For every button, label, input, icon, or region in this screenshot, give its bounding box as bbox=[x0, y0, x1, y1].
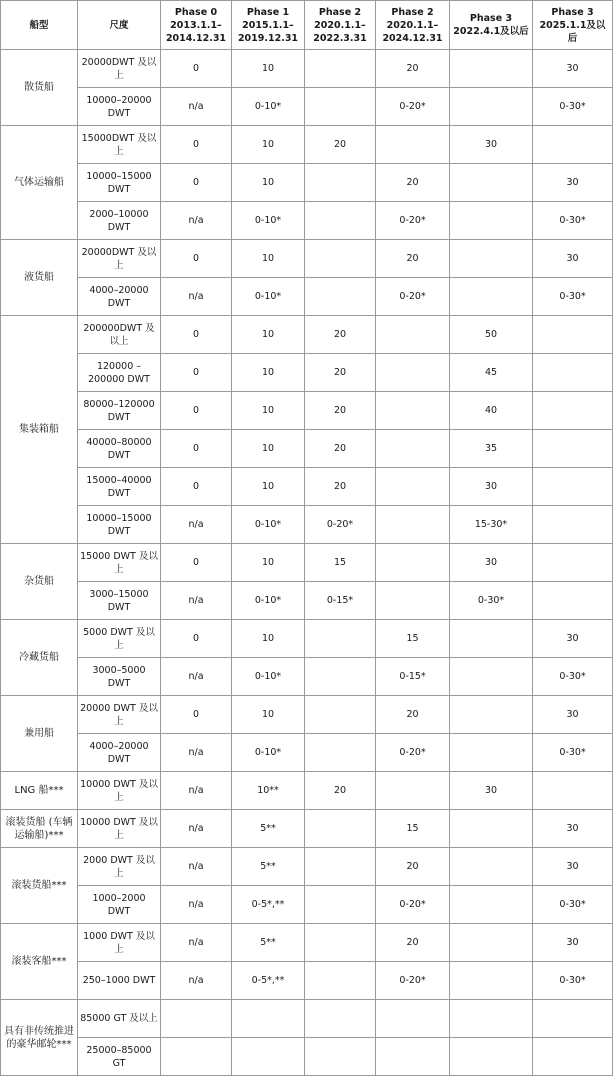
header-row bbox=[1, 1, 613, 50]
table-body bbox=[1, 50, 613, 1076]
reduction-value-cell: 10 bbox=[232, 354, 305, 392]
reduction-value-cell: n/a bbox=[161, 202, 232, 240]
size-cell: 20000 DWT 及以上 bbox=[78, 696, 161, 734]
reduction-value-cell bbox=[305, 50, 376, 88]
reduction-value-cell bbox=[450, 50, 533, 88]
reduction-value-cell: 10 bbox=[232, 620, 305, 658]
ship-type-cell: 滚装客船*** bbox=[1, 924, 78, 1000]
reduction-value-cell: 0-30* bbox=[533, 658, 613, 696]
reduction-value-cell: 5** bbox=[232, 810, 305, 848]
reduction-value-cell: 5** bbox=[232, 848, 305, 886]
size-cell: 3000–5000 DWT bbox=[78, 658, 161, 696]
reduction-value-cell: n/a bbox=[161, 848, 232, 886]
reduction-value-cell: 30 bbox=[533, 50, 613, 88]
reduction-value-cell: 0-10* bbox=[232, 88, 305, 126]
header-phase2a: Phase 2 2020.1.1–2022.3.31 bbox=[305, 1, 376, 50]
reduction-value-cell: 0 bbox=[161, 126, 232, 164]
reduction-value-cell: 20 bbox=[305, 126, 376, 164]
reduction-value-cell: 30 bbox=[533, 848, 613, 886]
reduction-value-cell bbox=[305, 924, 376, 962]
reduction-value-cell: 0-15* bbox=[305, 582, 376, 620]
reduction-value-cell: n/a bbox=[161, 582, 232, 620]
reduction-value-cell: 0-10* bbox=[232, 278, 305, 316]
reduction-value-cell bbox=[305, 886, 376, 924]
ship-type-cell: 兼用船 bbox=[1, 696, 78, 772]
reduction-value-cell: 10 bbox=[232, 316, 305, 354]
ship-type-cell: 滚装货船*** bbox=[1, 848, 78, 924]
reduction-value-cell: 10 bbox=[232, 468, 305, 506]
reduction-value-cell: 0-20* bbox=[376, 886, 450, 924]
size-cell: 4000–20000 DWT bbox=[78, 278, 161, 316]
header-phase3b: Phase 3 2025.1.1及以后 bbox=[533, 1, 613, 50]
table-row bbox=[1, 202, 613, 240]
reduction-value-cell: 10 bbox=[232, 430, 305, 468]
reduction-value-cell bbox=[450, 202, 533, 240]
reduction-value-cell bbox=[376, 772, 450, 810]
reduction-value-cell bbox=[305, 88, 376, 126]
reduction-value-cell: n/a bbox=[161, 658, 232, 696]
reduction-value-cell: 15 bbox=[305, 544, 376, 582]
reduction-value-cell: n/a bbox=[161, 772, 232, 810]
reduction-value-cell: n/a bbox=[161, 88, 232, 126]
reduction-value-cell bbox=[305, 620, 376, 658]
size-cell: 1000 DWT 及以上 bbox=[78, 924, 161, 962]
reduction-value-cell: 30 bbox=[450, 468, 533, 506]
reduction-value-cell: n/a bbox=[161, 810, 232, 848]
reduction-value-cell: 0 bbox=[161, 50, 232, 88]
reduction-value-cell: 45 bbox=[450, 354, 533, 392]
reduction-value-cell bbox=[450, 620, 533, 658]
reduction-value-cell: 0 bbox=[161, 354, 232, 392]
reduction-value-cell: 10 bbox=[232, 544, 305, 582]
size-cell: 10000–15000 DWT bbox=[78, 164, 161, 202]
reduction-value-cell: 30 bbox=[533, 810, 613, 848]
reduction-value-cell bbox=[533, 316, 613, 354]
reduction-value-cell: 0-10* bbox=[232, 506, 305, 544]
reduction-value-cell bbox=[533, 468, 613, 506]
reduction-value-cell: 20 bbox=[376, 924, 450, 962]
reduction-value-cell bbox=[450, 810, 533, 848]
reduction-value-cell bbox=[305, 962, 376, 1000]
reduction-value-cell bbox=[305, 696, 376, 734]
size-cell: 2000–10000 DWT bbox=[78, 202, 161, 240]
reduction-value-cell: 35 bbox=[450, 430, 533, 468]
reduction-value-cell bbox=[376, 354, 450, 392]
reduction-value-cell bbox=[533, 506, 613, 544]
ship-type-cell: 气体运输船 bbox=[1, 126, 78, 240]
reduction-value-cell: 20 bbox=[305, 316, 376, 354]
ship-type-cell: 集装箱船 bbox=[1, 316, 78, 544]
reduction-value-cell: 10 bbox=[232, 50, 305, 88]
reduction-value-cell: 0-20* bbox=[376, 278, 450, 316]
size-cell: 10000 DWT 及以上 bbox=[78, 810, 161, 848]
reduction-value-cell: 30 bbox=[533, 164, 613, 202]
reduction-value-cell bbox=[450, 696, 533, 734]
reduction-value-cell: 10** bbox=[232, 772, 305, 810]
header-phase0: Phase 0 2013.1.1–2014.12.31 bbox=[161, 1, 232, 50]
reduction-value-cell: 0-20* bbox=[376, 202, 450, 240]
reduction-value-cell: 0 bbox=[161, 620, 232, 658]
size-cell: 5000 DWT 及以上 bbox=[78, 620, 161, 658]
reduction-value-cell: 15-30* bbox=[450, 506, 533, 544]
reduction-value-cell: 50 bbox=[450, 316, 533, 354]
reduction-value-cell bbox=[450, 278, 533, 316]
reduction-value-cell bbox=[376, 506, 450, 544]
reduction-value-cell: 0-10* bbox=[232, 582, 305, 620]
reduction-value-cell: 0 bbox=[161, 392, 232, 430]
table-row bbox=[1, 848, 613, 886]
ship-type-cell: 滚装货船 (车辆运输船)*** bbox=[1, 810, 78, 848]
size-cell: 3000–15000 DWT bbox=[78, 582, 161, 620]
table-row bbox=[1, 544, 613, 582]
reduction-value-cell bbox=[450, 924, 533, 962]
table-row bbox=[1, 354, 613, 392]
reduction-value-cell: 30 bbox=[533, 696, 613, 734]
size-cell: 15000 DWT 及以上 bbox=[78, 544, 161, 582]
size-cell: 120000 –200000 DWT bbox=[78, 354, 161, 392]
reduction-value-cell: 30 bbox=[533, 240, 613, 278]
reduction-value-cell: 10 bbox=[232, 164, 305, 202]
size-cell: 80000–120000 DWT bbox=[78, 392, 161, 430]
reduction-value-cell: 0 bbox=[161, 430, 232, 468]
reduction-value-cell bbox=[376, 430, 450, 468]
reduction-value-cell: 0-20* bbox=[305, 506, 376, 544]
reduction-value-cell: 0-30* bbox=[533, 278, 613, 316]
header-ship-type: 船型 bbox=[1, 1, 78, 50]
reduction-value-cell: 0-30* bbox=[533, 886, 613, 924]
reduction-value-cell bbox=[450, 886, 533, 924]
reduction-value-cell bbox=[305, 1000, 376, 1038]
reduction-value-cell: 0-5*,** bbox=[232, 962, 305, 1000]
reduction-value-cell bbox=[305, 810, 376, 848]
reduction-value-cell: 30 bbox=[450, 544, 533, 582]
reduction-value-cell: 40 bbox=[450, 392, 533, 430]
reduction-value-cell bbox=[533, 392, 613, 430]
table-row bbox=[1, 430, 613, 468]
reduction-value-cell: 20 bbox=[376, 696, 450, 734]
reduction-value-cell bbox=[376, 126, 450, 164]
table-row bbox=[1, 696, 613, 734]
reduction-value-cell bbox=[232, 1038, 305, 1076]
reduction-value-cell: n/a bbox=[161, 962, 232, 1000]
reduction-value-cell bbox=[376, 1038, 450, 1076]
reduction-value-cell: 10 bbox=[232, 126, 305, 164]
reduction-value-cell bbox=[305, 164, 376, 202]
reduction-value-cell bbox=[305, 848, 376, 886]
reduction-value-cell: 0 bbox=[161, 468, 232, 506]
reduction-value-cell: n/a bbox=[161, 506, 232, 544]
reduction-value-cell bbox=[533, 354, 613, 392]
table-row bbox=[1, 886, 613, 924]
reduction-value-cell: n/a bbox=[161, 278, 232, 316]
reduction-value-cell: 30 bbox=[450, 126, 533, 164]
reduction-value-cell bbox=[305, 278, 376, 316]
table-row bbox=[1, 1038, 613, 1076]
size-cell: 1000–2000 DWT bbox=[78, 886, 161, 924]
table-row bbox=[1, 1000, 613, 1038]
reduction-value-cell bbox=[450, 962, 533, 1000]
reduction-value-cell: 0-10* bbox=[232, 658, 305, 696]
reduction-value-cell: 0-30* bbox=[533, 962, 613, 1000]
ship-type-cell: 具有非传统推进的豪华邮轮*** bbox=[1, 1000, 78, 1076]
reduction-value-cell bbox=[450, 240, 533, 278]
reduction-value-cell: 0-15* bbox=[376, 658, 450, 696]
reduction-value-cell bbox=[232, 1000, 305, 1038]
reduction-value-cell bbox=[533, 430, 613, 468]
reduction-value-cell: 0-30* bbox=[533, 734, 613, 772]
reduction-value-cell: 0-20* bbox=[376, 88, 450, 126]
reduction-value-cell bbox=[450, 848, 533, 886]
reduction-value-cell bbox=[376, 582, 450, 620]
size-cell: 200000DWT 及以上 bbox=[78, 316, 161, 354]
table-row bbox=[1, 278, 613, 316]
reduction-value-cell: n/a bbox=[161, 734, 232, 772]
header-phase1: Phase 1 2015.1.1–2019.12.31 bbox=[232, 1, 305, 50]
reduction-value-cell: 15 bbox=[376, 620, 450, 658]
reduction-value-cell bbox=[450, 1038, 533, 1076]
table-row bbox=[1, 734, 613, 772]
table-row bbox=[1, 316, 613, 354]
reduction-value-cell: 0 bbox=[161, 544, 232, 582]
reduction-value-cell: 10 bbox=[232, 392, 305, 430]
reduction-value-cell: 10 bbox=[232, 240, 305, 278]
size-cell: 85000 GT 及以上 bbox=[78, 1000, 161, 1038]
table-row bbox=[1, 810, 613, 848]
ship-type-cell: 液货船 bbox=[1, 240, 78, 316]
reduction-value-cell bbox=[376, 392, 450, 430]
reduction-value-cell: 20 bbox=[376, 164, 450, 202]
table-row bbox=[1, 962, 613, 1000]
reduction-value-cell bbox=[376, 1000, 450, 1038]
reduction-value-cell: 0 bbox=[161, 696, 232, 734]
reduction-value-cell bbox=[450, 164, 533, 202]
table-row bbox=[1, 582, 613, 620]
size-cell: 20000DWT 及以上 bbox=[78, 50, 161, 88]
reduction-value-cell bbox=[533, 544, 613, 582]
header-phase3a: Phase 3 2022.4.1及以后 bbox=[450, 1, 533, 50]
reduction-value-cell: 20 bbox=[376, 240, 450, 278]
ship-type-cell: 杂货船 bbox=[1, 544, 78, 620]
reduction-value-cell: 0 bbox=[161, 316, 232, 354]
size-cell: 15000DWT 及以上 bbox=[78, 126, 161, 164]
reduction-value-cell: 10 bbox=[232, 696, 305, 734]
reduction-value-cell: 0-30* bbox=[450, 582, 533, 620]
size-cell: 10000 DWT 及以上 bbox=[78, 772, 161, 810]
ship-type-cell: 冷藏货船 bbox=[1, 620, 78, 696]
reduction-value-cell bbox=[533, 582, 613, 620]
table-row bbox=[1, 658, 613, 696]
size-cell: 15000–40000 DWT bbox=[78, 468, 161, 506]
reduction-value-cell: n/a bbox=[161, 924, 232, 962]
reduction-value-cell bbox=[161, 1038, 232, 1076]
table-row bbox=[1, 506, 613, 544]
table-row bbox=[1, 50, 613, 88]
reduction-value-cell bbox=[305, 1038, 376, 1076]
reduction-value-cell: 0 bbox=[161, 164, 232, 202]
reduction-value-cell: 30 bbox=[533, 924, 613, 962]
reduction-value-cell: 0-10* bbox=[232, 202, 305, 240]
size-cell: 10000–15000 DWT bbox=[78, 506, 161, 544]
size-cell: 4000–20000 DWT bbox=[78, 734, 161, 772]
size-cell: 250–1000 DWT bbox=[78, 962, 161, 1000]
ship-type-cell: LNG 船*** bbox=[1, 772, 78, 810]
reduction-value-cell bbox=[161, 1000, 232, 1038]
reduction-value-cell bbox=[376, 468, 450, 506]
reduction-value-cell bbox=[376, 544, 450, 582]
reduction-value-cell bbox=[450, 734, 533, 772]
header-phase2b: Phase 2 2020.1.1–2024.12.31 bbox=[376, 1, 450, 50]
table-row bbox=[1, 392, 613, 430]
reduction-value-cell: 15 bbox=[376, 810, 450, 848]
table-row bbox=[1, 164, 613, 202]
size-cell: 10000–20000 DWT bbox=[78, 88, 161, 126]
table-row bbox=[1, 468, 613, 506]
reduction-value-cell: 0 bbox=[161, 240, 232, 278]
reduction-value-cell: 30 bbox=[533, 620, 613, 658]
reduction-value-cell: 20 bbox=[305, 772, 376, 810]
reduction-value-cell: 20 bbox=[305, 354, 376, 392]
size-cell: 2000 DWT 及以上 bbox=[78, 848, 161, 886]
reduction-value-cell: n/a bbox=[161, 886, 232, 924]
table-row bbox=[1, 126, 613, 164]
reduction-value-cell: 5** bbox=[232, 924, 305, 962]
reduction-value-cell: 20 bbox=[305, 468, 376, 506]
reduction-value-cell: 20 bbox=[376, 50, 450, 88]
reduction-value-cell bbox=[533, 772, 613, 810]
reduction-value-cell: 30 bbox=[450, 772, 533, 810]
reduction-value-cell bbox=[305, 658, 376, 696]
table-row bbox=[1, 772, 613, 810]
reduction-value-cell: 20 bbox=[305, 392, 376, 430]
size-cell: 25000–85000 GT bbox=[78, 1038, 161, 1076]
reduction-value-cell bbox=[305, 240, 376, 278]
ship-type-cell: 散货船 bbox=[1, 50, 78, 126]
reduction-value-cell: 0-30* bbox=[533, 202, 613, 240]
table-row bbox=[1, 240, 613, 278]
reduction-value-cell bbox=[376, 316, 450, 354]
reduction-value-cell bbox=[305, 202, 376, 240]
reduction-value-cell: 0-30* bbox=[533, 88, 613, 126]
reduction-value-cell: 20 bbox=[376, 848, 450, 886]
header-size: 尺度 bbox=[78, 1, 161, 50]
reduction-value-cell: 0-20* bbox=[376, 962, 450, 1000]
reduction-value-cell bbox=[533, 1000, 613, 1038]
table-row bbox=[1, 88, 613, 126]
reduction-value-cell bbox=[533, 1038, 613, 1076]
table-row bbox=[1, 620, 613, 658]
size-cell: 40000–80000 DWT bbox=[78, 430, 161, 468]
reduction-value-cell bbox=[450, 1000, 533, 1038]
reduction-value-cell bbox=[533, 126, 613, 164]
reduction-value-cell: 0-10* bbox=[232, 734, 305, 772]
reduction-value-cell bbox=[450, 658, 533, 696]
size-cell: 20000DWT 及以上 bbox=[78, 240, 161, 278]
table-row bbox=[1, 924, 613, 962]
reduction-value-cell: 0-20* bbox=[376, 734, 450, 772]
reduction-value-cell bbox=[450, 88, 533, 126]
reduction-value-cell: 20 bbox=[305, 430, 376, 468]
reduction-value-cell: 0-5*,** bbox=[232, 886, 305, 924]
reduction-value-cell bbox=[305, 734, 376, 772]
